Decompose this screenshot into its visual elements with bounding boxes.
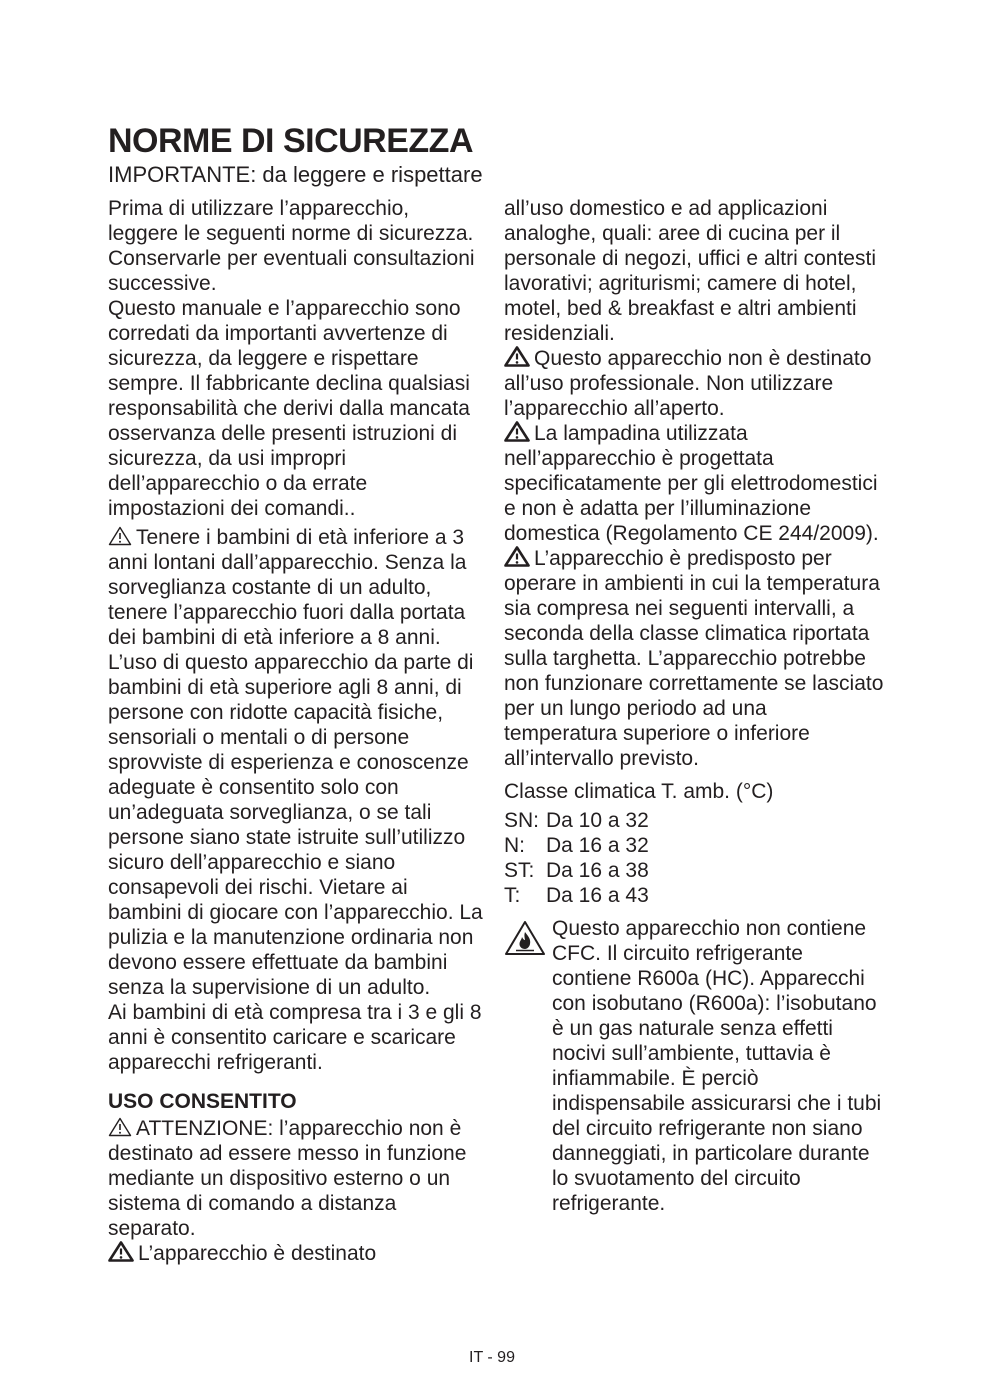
warning-bold-icon <box>504 546 530 567</box>
climate-class-range: Da 16 a 38 <box>546 859 649 882</box>
temperature-warning-paragraph <box>504 546 884 771</box>
climate-class-code: N: <box>504 834 525 857</box>
right-column <box>504 196 884 1216</box>
climate-class-code: SN: <box>504 809 540 832</box>
page-title: NORME DI SICUREZZA <box>108 122 473 160</box>
manual-note-paragraph: Questo manuale e l’apparecchio sono corredati da importanti avvertenze di sicurezza, da leggere e rispettare sempre. Il fabbricante declina qualsiasi responsabilità che derivi dalla mancata osservanza delle presenti istruzioni di sicurezza, da usi impropri dell’apparecchio o da errate impostazioni dei comandi.. <box>108 297 470 520</box>
climate-class-row <box>504 883 884 908</box>
intro-paragraph: Prima di utilizzare l’apparecchio, leggere le seguenti norme di sicurezza. Conservarle per eventuali consultazioni successive. <box>108 197 475 295</box>
climate-class-range: Da 16 a 32 <box>546 834 649 857</box>
climate-class-range: Da 10 a 32 <box>546 809 649 832</box>
attention-warning-paragraph <box>108 1116 483 1241</box>
children-warning-paragraph <box>108 525 483 1000</box>
climate-class-table <box>504 808 884 908</box>
children-loading-paragraph: Ai bambini di età compresa tra i 3 e gli 8 anni è consentito caricare e scaricare apparecchi refrigeranti. <box>108 1001 482 1074</box>
warning-bold-icon <box>108 1241 134 1262</box>
temperature-warning-text: L’apparecchio è predisposto per operare in ambienti in cui la temperatura sia compresa nei seguenti intervalli, a seconda della classe climatica riportata sulla targhetta. L’apparecchio potrebbe non funzionare correttamente se lasciato per un lungo periodo ad una temperatura superiore o inferiore all’intervallo previsto. <box>504 547 884 770</box>
intended-use-paragraph-start <box>108 1241 483 1266</box>
flammable-warning-icon-wrap <box>504 916 552 1216</box>
attention-warning-text: ATTENZIONE: l’apparecchio non è destinato ad essere messo in funzione mediante un dispositivo esterno o un sistema di comando a distanza separato. <box>108 1117 467 1240</box>
warning-outline-icon <box>108 1117 132 1137</box>
climate-class-row <box>504 858 884 883</box>
climate-class-row <box>504 833 884 858</box>
climate-class-range: Da 16 a 43 <box>546 884 649 907</box>
lamp-warning-paragraph <box>504 421 884 546</box>
lamp-warning-text: La lampadina utilizzata nell’apparecchio è progettata specificatamente per gli elettrodomestici e non è adatta per l’illuminazione domestica (Regolamento CE 244/2009). <box>504 422 879 545</box>
cfc-warning-text: Questo apparecchio non contiene CFC. Il circuito refrigerante contiene R600a (HC). Apparecchi con isobutano (R600a): l’isobutano è un gas naturale senza effetti nocivi sull’ambiente, tuttavia è infiammabile. È perciò indispensabile assicurarsi che i tubi del circuito refrigerante non siano danneggiati, in particolare durante lo svuotamento del circuito refrigerante. <box>552 917 882 1215</box>
climate-class-code: T: <box>504 884 521 907</box>
warning-bold-icon <box>504 346 530 367</box>
climate-class-row <box>504 808 884 833</box>
page-number: IT - 99 <box>469 1349 515 1366</box>
climate-class-code: ST: <box>504 859 535 882</box>
left-column <box>108 196 483 1266</box>
flammable-warning-icon <box>504 920 546 956</box>
climate-class-heading: Classe climatica T. amb. (°C) <box>504 780 774 803</box>
warning-bold-icon <box>504 421 530 442</box>
intended-use-paragraph-continued: all’uso domestico e ad applicazioni analoghe, quali: aree di cucina per il personale di negozi, uffici e altri contesti lavorativi; agriturismi; camere di hotel, motel, bed & breakfast e altri ambienti residenziali. <box>504 197 876 345</box>
not-professional-text: Questo apparecchio non è destinato all’uso professionale. Non utilizzare l’apparecchio all’aperto. <box>504 347 872 420</box>
uso-consentito-heading: USO CONSENTITO <box>108 1090 297 1113</box>
warning-outline-icon <box>108 526 132 546</box>
intended-use-text-start: L’apparecchio è destinato <box>138 1242 377 1265</box>
not-professional-paragraph <box>504 346 884 421</box>
flammable-warning-block <box>504 916 884 1216</box>
page-subtitle: IMPORTANTE: da leggere e rispettare <box>108 162 483 187</box>
children-warning-text: Tenere i bambini di età inferiore a 3 anni lontani dall’apparecchio. Senza la sorveglianza costante di un adulto, tenere l’apparecchio fuori dalla portata dei bambini di età inferiore a 8 anni. L’uso di questo apparecchio da parte di bambini di età superiore agli 8 anni, di persone con ridotte capacità fisiche, sensoriali o mentali o di persone sprovviste di esperienza e conoscenze adeguate è consentito solo con un’adeguata sorveglianza, o se tali persone siano state istruite sull’utilizzo sicuro dell’apparecchio e siano consapevoli dei rischi. Vietare ai bambini di giocare con l’apparecchio. La pulizia e la manutenzione ordinaria non devono essere effettuate da bambini senza la supervisione di un adulto. <box>108 526 483 999</box>
